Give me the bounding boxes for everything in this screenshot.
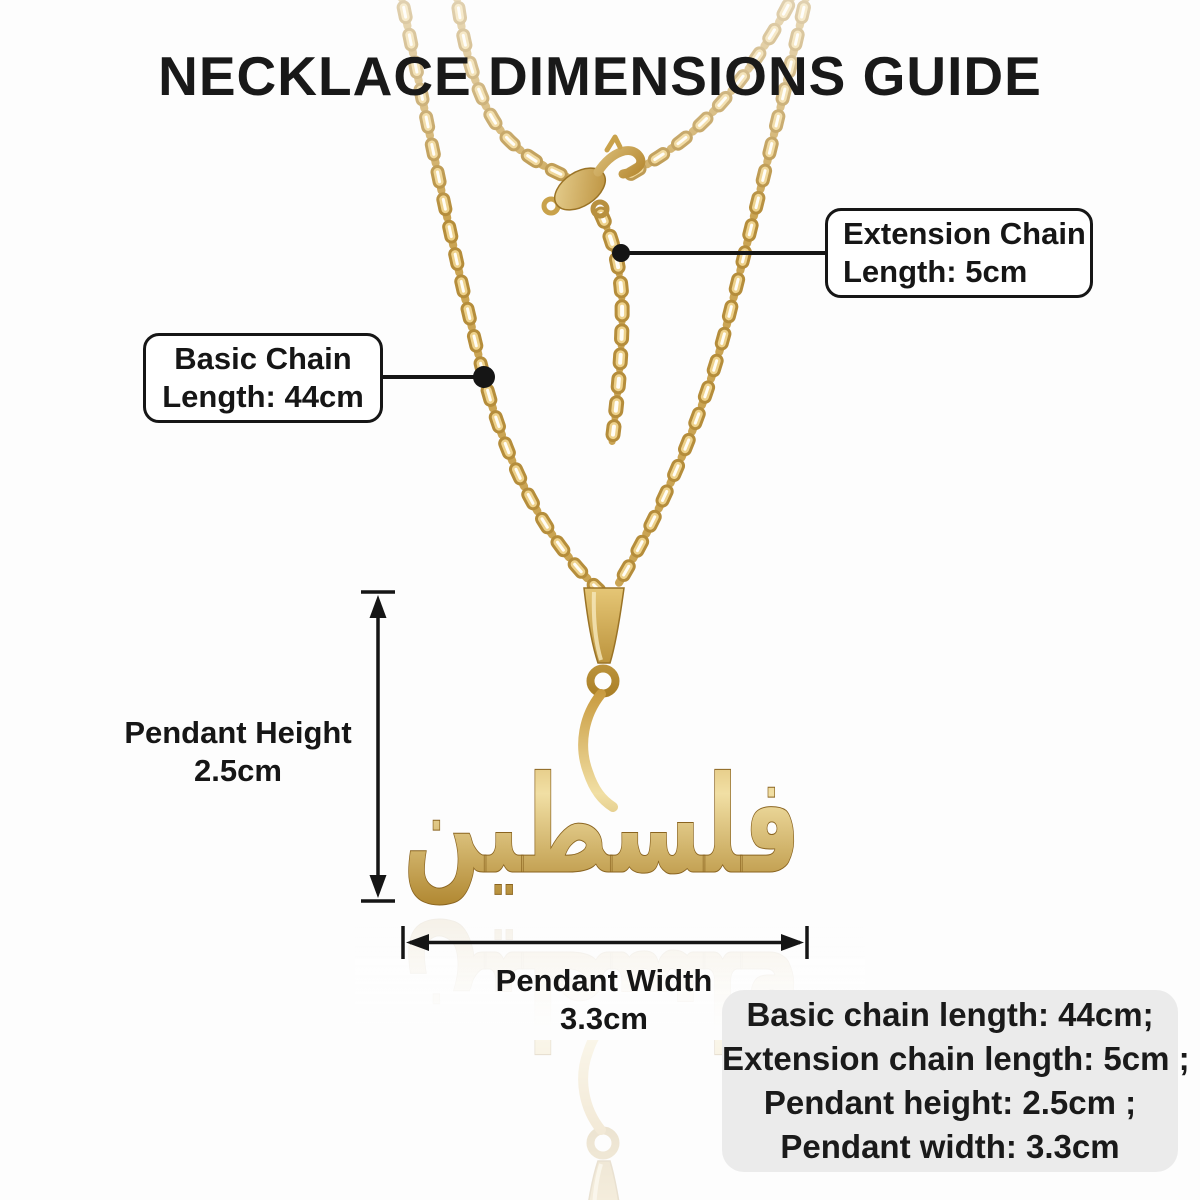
page-title: NECKLACE DIMENSIONS GUIDE bbox=[158, 45, 1042, 107]
pendant-bail bbox=[584, 588, 624, 663]
pendant-height-label: Pendant Height bbox=[124, 715, 352, 750]
extension-chain-leader bbox=[612, 244, 830, 262]
basic-chain-length: Length: 44cm bbox=[162, 379, 364, 414]
callout-extension-chain bbox=[825, 208, 1093, 298]
summary-line: Basic chain length: 44cm; bbox=[746, 996, 1154, 1033]
pendant-width-label: Pendant Width bbox=[495, 963, 713, 998]
label-pendant-width bbox=[452, 962, 756, 1038]
basic-chain-leader bbox=[381, 366, 495, 388]
callout-basic-chain bbox=[143, 333, 383, 423]
extension-anchor-dot bbox=[612, 244, 630, 262]
pendant-height-value: 2.5cm bbox=[194, 753, 282, 788]
summary-box bbox=[722, 990, 1190, 1172]
pendant-width-value: 3.3cm bbox=[560, 1001, 648, 1036]
extension-chain-length: Length: 5cm bbox=[843, 254, 1028, 289]
pendant-arabic-text: فلسطين bbox=[403, 747, 992, 904]
extension-chain-label: Extension Chain bbox=[843, 216, 1086, 251]
basic-chain-label: Basic Chain bbox=[174, 341, 352, 376]
label-pendant-height bbox=[96, 714, 380, 790]
pendant bbox=[403, 588, 992, 905]
basic-anchor-dot bbox=[473, 366, 495, 388]
summary-line: Pendant width: 3.3cm bbox=[780, 1128, 1120, 1165]
summary-line: Extension chain length: 5cm ; bbox=[722, 1040, 1190, 1077]
summary-line: Pendant height: 2.5cm ; bbox=[763, 1084, 1137, 1121]
